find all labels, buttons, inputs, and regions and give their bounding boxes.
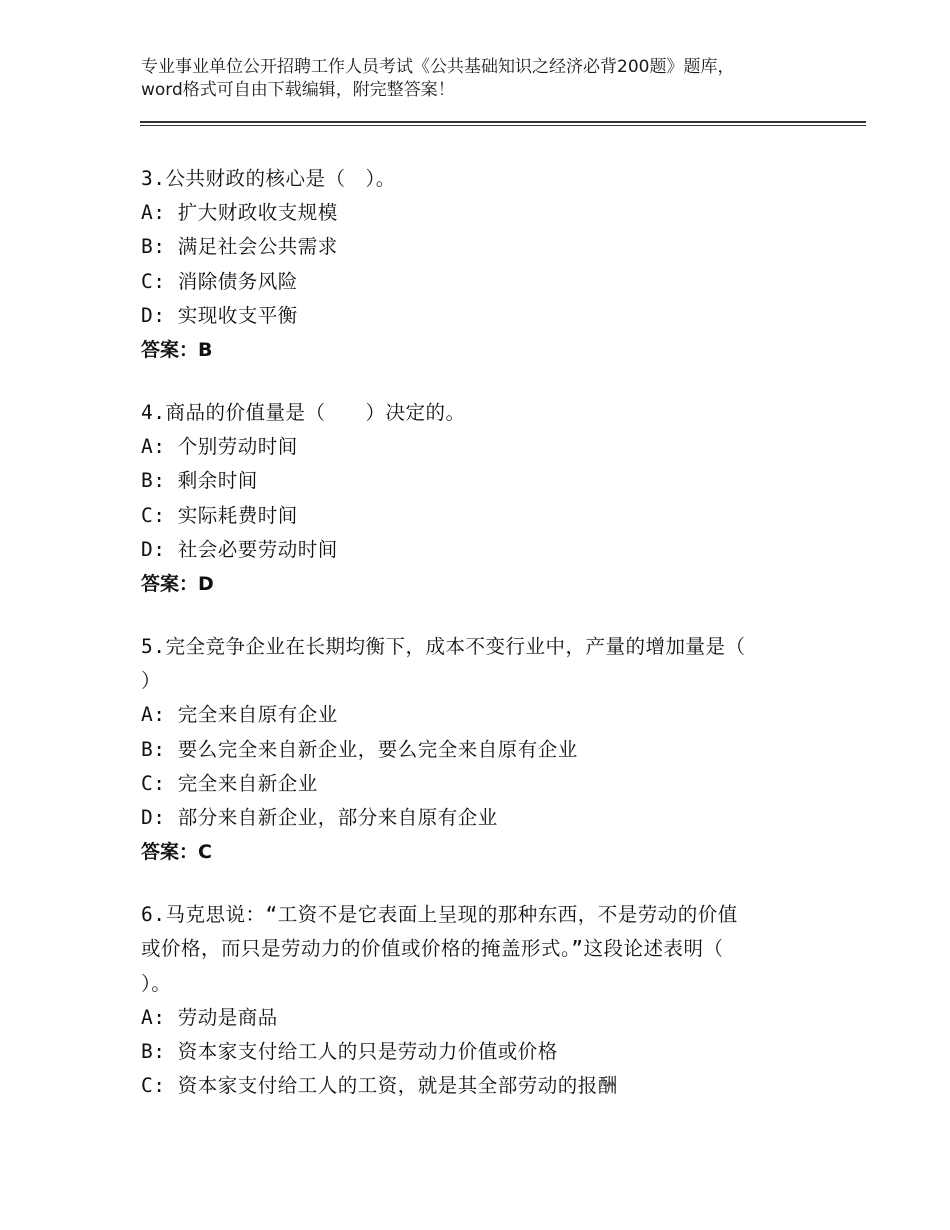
option-a: A: 个别劳动时间 <box>141 435 298 459</box>
option-c: C: 消除债务风险 <box>141 269 298 293</box>
question-stem: 4.商品的价值量是（ ）决定的。 <box>141 401 466 425</box>
option-b: B: 满足社会公共需求 <box>141 235 338 259</box>
answer-label: 答案：D <box>141 573 214 596</box>
question-list <box>141 162 801 1132</box>
option-a: A: 完全来自原有企业 <box>141 703 338 727</box>
option-b: B: 资本家支付给工人的只是劳动力价值或价格 <box>141 1040 558 1064</box>
answer-label: 答案：C <box>141 841 212 864</box>
question-stem: 5.完全竞争企业在长期均衡下，成本不变行业中，产量的增加量是（ <box>141 635 746 659</box>
option-d: D: 社会必要劳动时间 <box>141 537 338 561</box>
question-stem-continued: ） <box>141 669 162 693</box>
option-b: B: 要么完全来自新企业，要么完全来自原有企业 <box>141 737 578 761</box>
question-stem-continued: 或价格，而只是劳动力的价值或价格的掩盖形式。”这段论述表明（ <box>141 937 724 961</box>
option-b: B: 剩余时间 <box>141 469 258 493</box>
option-d: D: 实现收支平衡 <box>141 303 298 327</box>
option-c: C: 资本家支付给工人的工资，就是其全部劳动的报酬 <box>141 1074 618 1098</box>
question-4 <box>141 396 801 601</box>
option-c: C: 完全来自新企业 <box>141 771 318 795</box>
header-divider-thin <box>140 125 866 126</box>
question-6 <box>141 898 801 1103</box>
question-stem: 6.马克思说：“工资不是它表面上呈现的那种东西，不是劳动的价值 <box>141 903 738 927</box>
answer-label: 答案：B <box>141 339 213 362</box>
header-divider-thick <box>140 121 866 123</box>
option-c: C: 实际耗费时间 <box>141 503 298 527</box>
question-5 <box>141 630 801 869</box>
question-stem-continued: ）。 <box>141 971 172 995</box>
option-a: A: 劳动是商品 <box>141 1005 278 1029</box>
option-d: D: 部分来自新企业，部分来自原有企业 <box>141 806 498 830</box>
question-stem: 3.公共财政的核心是（ ）。 <box>141 167 396 190</box>
option-a: A: 扩大财政收支规模 <box>141 201 338 225</box>
question-3 <box>141 162 801 367</box>
document-header <box>141 56 771 102</box>
document-title: 专业事业单位公开招聘工作人员考试《公共基础知识之经济必背200题》题库，word格式可自由下载编辑，附完整答案！ <box>141 57 735 100</box>
